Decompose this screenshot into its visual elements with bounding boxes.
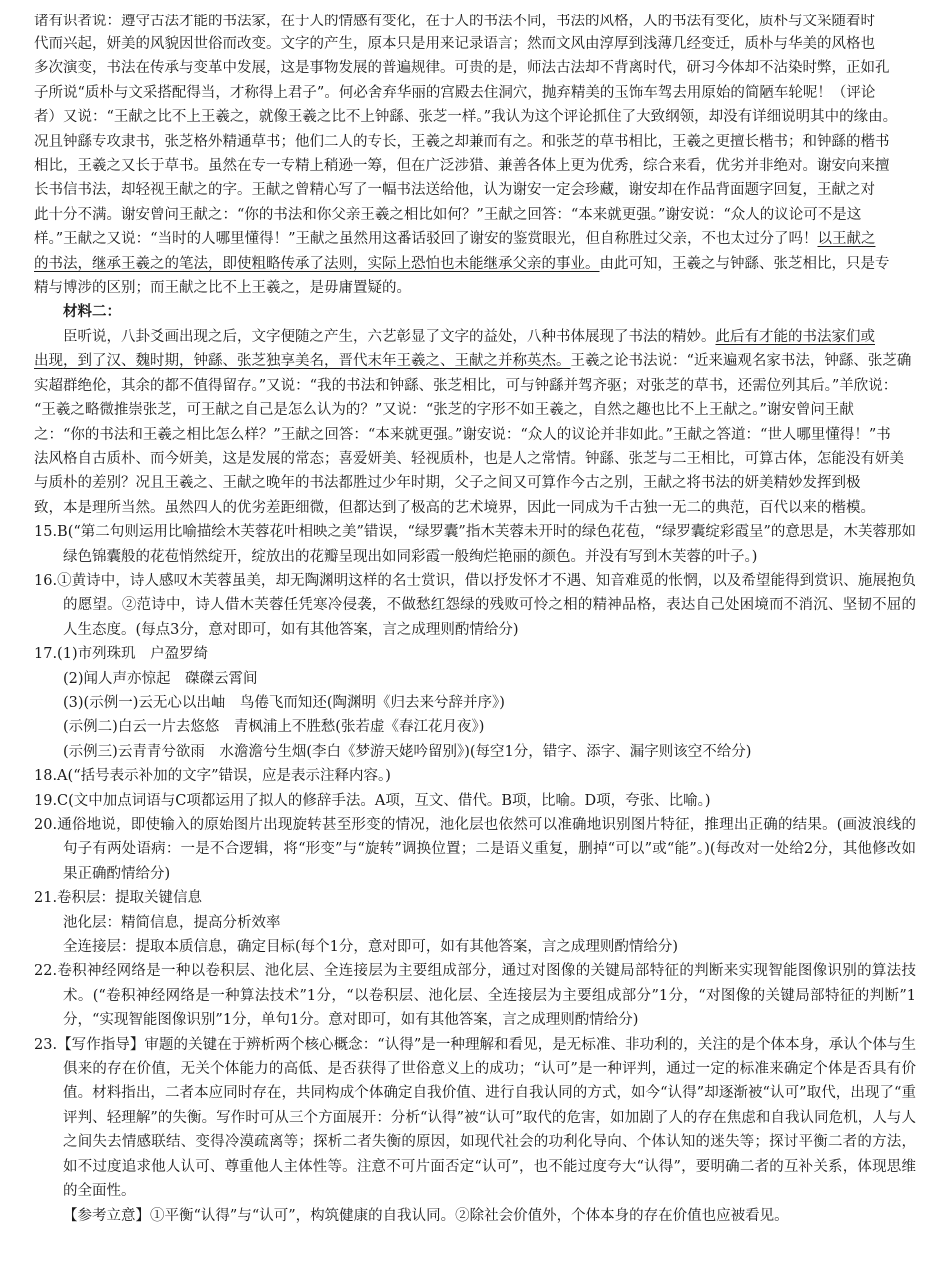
answer-17-item: (示例二)白云一片去悠悠 青枫浦上不胜愁(张若虚《春江花月夜》) — [63, 719, 485, 736]
material-one-line: 多次演变，书法在传承与变革中发展，这是事物发展的普遍规律。可贵的是，师法古法却不背离时代，研习今体却不沾染时弊，正如孔 — [34, 60, 890, 77]
material-one-line — [34, 227, 916, 251]
answer-23-reference: 【参考立意】①平衡“认得”与“认可”，构筑健康的自我认同。②除社会价值外，个体本身的存在价值也应被看见。 — [63, 1207, 789, 1224]
material-one-line: 诸有识者说：遵守古法才能的书法家，在于人的情感有变化，在于人的书法不同，书法的风格，人的书法有变化，质朴与文采随着时 — [34, 14, 875, 29]
answer-16: 16.①黄诗中，诗人感叹木芙蓉虽美，却无陶渊明这样的名士赏识，借以抒发怀才不遇、知音难觅的怅惘，以及希望能得到赏识、施展抱负的愿望。②范诗中，诗人借木芙蓉任凭寒冷侵袭，不做愁红怨绿的残败可怜之相的精神品格，表达自己处困境而不消沉、坚韧不屈的人生态度。(每点3分，意对即可，如有其他答案，言之成理则酌情给分) — [34, 572, 916, 638]
material-one-line: 精与博涉的区别；而王献之比不上王羲之，是毋庸置疑的。 — [34, 280, 411, 297]
material-two-line: 法风格自古质朴、而今妍美，这是发展的常态；喜爱妍美、轻视质朴，也是人之常情。钟繇、张芝与二王相比，可算古体，怎能没有妍美 — [34, 450, 904, 467]
plain-text: 样。”王献之又说：“当时的人哪里懂得！”王献之虽然用这番话驳回了谢安的鉴赏眼光，但自称胜过父亲，不也太过分了吗！ — [34, 231, 818, 248]
answer-21-item: 池化层：精简信息，提高分析效率 — [63, 914, 281, 931]
material-two-line — [34, 325, 916, 349]
material-one-line: 况且钟繇专攻隶书，张芝格外精通草书；他们二人的专长，王羲之却兼而有之。和张芝的草书相比，王羲之更擅长楷书；和钟繇的楷书 — [34, 133, 890, 150]
material-two-line: 与质朴的差别？况且王羲之、王献之晚年的书法都胜过少年时期，父子之间又可算作今古之别，王献之将书法的妍美精妙发挥到极 — [34, 475, 861, 492]
material-one-line — [34, 252, 916, 276]
answer-20: 20.通俗地说，即使输入的原始图片出现旋转甚至形变的情况，池化层也依然可以准确地识别图片特征，推理出正确的结果。(画波浪线的句子有两处语病：一是不合逻辑，将“形变”与“旋转”调换位置；二是语义重复，删掉“可以”或“能”。)(每改对一处给2分，其他修改如果正确酌情给分) — [34, 817, 916, 882]
material-two-line: 致，本是理所当然。虽然四人的优劣差距细微，但都达到了极高的艺术境界，因此一同成为千古独一无二的典范，百代以来的楷模。 — [34, 499, 875, 516]
material-one-line: 子所说“质朴与文采搭配得当，才称得上君子”。何必舍弃华丽的宫殿去住洞穴，抛弃精美的玉饰车驾去用原始的简陋车轮呢！（评论 — [34, 84, 876, 101]
answer-21: 21.卷积层：提取关键信息 — [34, 890, 203, 907]
material-two-title: 材料二： — [63, 303, 121, 321]
answer-19: 19.C(文中加点词语与C项都运用了拟人的修辞手法。A项，互文、借代。B项，比喻。D项，夸张、比喻。) — [34, 792, 711, 809]
plain-text: 臣听说，八卦爻画出现之后，文字便随之产生，六艺彰显了文字的益处，八种书体展现了书法的精妙。 — [63, 328, 716, 345]
answer-17-item: (示例三)云青青兮欲雨 水澹澹兮生烟(李白《梦游天姥吟留别》)(每空1分，错字、添字、漏字则该空不给分) — [63, 743, 752, 760]
underlined-sentence: 出现，到了汉、魏时期，钟繇、张芝独享美名，晋代末年王羲之、王献之并称英杰。 — [34, 353, 571, 370]
plain-text: 王羲之论书法说：“近来遍观名家书法，钟繇、张芝确 — [570, 353, 912, 370]
answer-17-item: (2)闻人声亦惊起 磔磔云霄间 — [63, 670, 258, 687]
answer-17: 17.(1)市列珠玑 户盈罗绮 — [34, 646, 209, 663]
material-two-line: 实超群绝伦，其余的都不值得留存。”又说：“我的书法和钟繇、张芝相比，可与钟繇并驾齐驱；对张芝的草书，还需位列其后。”羊欣说： — [34, 377, 898, 394]
answer-18: 18.A(“括号表示补加的文字”错误，应是表示注释内容。) — [34, 768, 391, 785]
answer-15: 15.B(“第二句则运用比喻描绘木芙蓉花叶相映之美”错误，“绿罗囊”指木芙蓉未开时的绿色花苞，“绿罗囊绽彩霞呈”的意思是，木芙蓉那如绿色锦囊般的花苞悄然绽开，绽放出的花瓣呈现出如同彩霞一般绚烂艳丽的颜色。并没有写到木芙蓉的叶子。) — [34, 524, 916, 565]
answer-key — [34, 520, 916, 1228]
answer-23: 23.【写作指导】审题的关键在于辨析两个核心概念：“认得”是一种理解和看见，是无标准、非功利的，关注的是个体本身，承认个体与生俱来的存在价值，无关个体能力的高低、是否获得了世俗意义上的成功；“认可”是一种评判，通过一定的标准来确定个体是否具有价值。材料指出，二者本应同时存在，共同构成个体确定自我价值、进行自我认同的方式，如今“认得”却逐渐被“认可”取代，出现了“重评判、轻理解”的失衡。写作时可从三个方面展开：分析“认得”被“认可”取代的危害，如加剧了人的存在焦虑和自我认同危机，人与人之间失去情感联结、变得冷漠疏离等；探析二者失衡的原因，如现代社会的功利化导向、个体认知的迷失等；探讨平衡二者的方法，如不过度追求他人认可、尊重他人主体性等。注意不可片面否定“认可”，也不能过度夸大“认得”，要明确二者的互补关系，体现思维的全面性。 — [34, 1036, 916, 1200]
material-two-line: 之：“你的书法和王羲之相比怎么样？”王献之回答：“本来就更强。”谢安说：“众人的议论并非如此。”王献之答道：“世人哪里懂得！”书 — [34, 426, 891, 443]
material-one-line: 长书信书法，却轻视王献之的字。王献之曾精心写了一幅书法送给他，认为谢安一定会珍藏，谢安却在作品背面题字回复，王献之对 — [34, 182, 875, 199]
underlined-sentence: 的书法，继承王羲之的笔法，即使粗略传承了法则，实际上恐怕也未能继承父亲的事业。 — [34, 255, 600, 272]
material-one-line: 相比，王羲之又长于草书。虽然在专一专精上稍逊一筹，但在广泛涉猎、兼善各体上更为优秀，综合来看，优劣并非绝对。谢安向来擅 — [34, 158, 890, 175]
material-two-line: “王羲之略微推崇张芝，可王献之自己是怎么认为的？”又说：“张芝的字形不如王羲之，自然之趣也比不上王献之。”谢安曾问王献 — [34, 402, 854, 419]
answer-17-item: (3)(示例一)云无心以出岫 鸟倦飞而知还(陶渊明《归去来兮辞并序》) — [63, 694, 505, 711]
underlined-sentence: 以王献之 — [817, 231, 876, 248]
material-two-line — [34, 349, 916, 373]
material-two — [34, 300, 916, 520]
material-one-line: 此十分不满。谢安曾问王献之：“你的书法和你父亲王羲之相比如何？”王献之回答：“本来就更强。”谢安说：“众人的议论可不是这 — [34, 206, 862, 223]
plain-text: 由此可知，王羲之与钟繇、张芝相比，只是专 — [599, 255, 890, 272]
answer-21-item: 全连接层：提取本质信息，确定目标(每个1分，意对即可，如有其他答案，言之成理则酌情给分) — [63, 939, 679, 956]
material-one-line: 者）又说：“王献之比不上王羲之，就像王羲之比不上钟繇、张芝一样。”我认为这个评论抓住了大致纲领，却没有详细说明其中的缘由。 — [34, 109, 898, 126]
material-one-line: 代而兴起，妍美的风貌因世俗而改变。文字的产生，原本只是用来记录语言；然而文风由淳厚到浅薄几经变迁，质朴与华美的风格也 — [34, 36, 875, 52]
underlined-sentence: 此后有才能的书法家们或 — [715, 328, 875, 345]
material-one — [34, 14, 916, 300]
answer-22: 22.卷积神经网络是一种以卷积层、池化层、全连接层为主要组成部分，通过对图像的关键局部特征的判断来实现智能图像识别的算法技术。(“卷积神经网络是一种算法技术”1分，“以卷积层、池化层、全连接层为主要组成部分”1分，“对图像的关键局部特征的判断”1分，“实现智能图像识别”1分，单句1分。意对即可，如有其他答案，言之成理则酌情给分) — [34, 963, 916, 1029]
